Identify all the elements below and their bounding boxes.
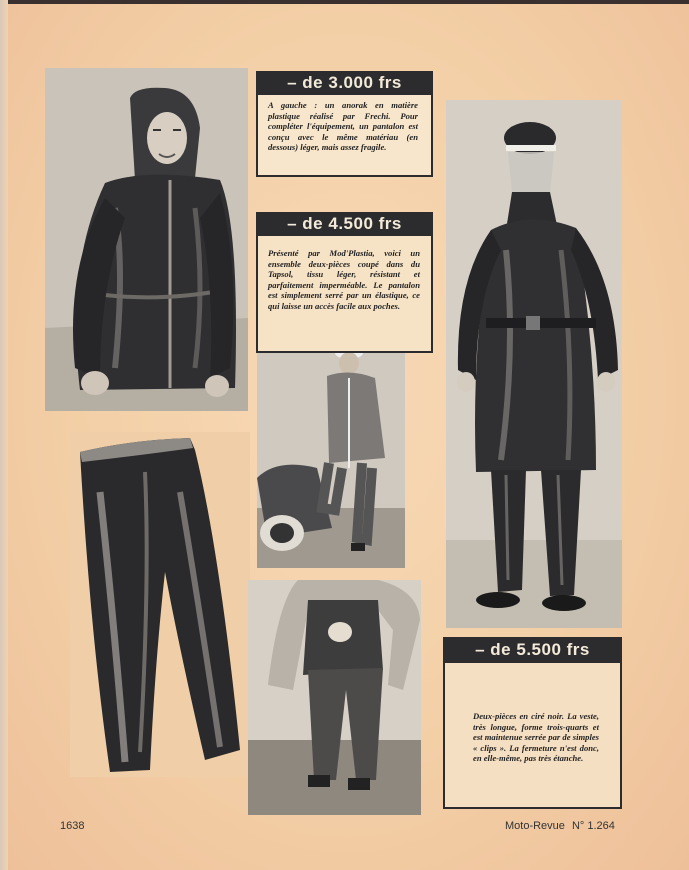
caption-box-1: [256, 95, 433, 177]
caption-box-3: [443, 663, 622, 809]
issue-number: N° 1.264: [571, 820, 615, 832]
caption-2: Présenté par Mod'Plastia, voici un ensemble deux-pièces coupé dans du Tapsol, tissu léger, résistant et parfaitement imperméable. Le pantalon est simplement serré par un élastique, ce qui laisse un accès facile aux poches.: [268, 248, 420, 311]
page-number: 1638: [60, 820, 85, 832]
caption-box-2: [256, 236, 433, 353]
price-banner-1: – de 3.000 frs: [256, 71, 433, 95]
price-banner-3: – de 5.500 frs: [443, 637, 622, 663]
price-banner-2: – de 4.500 frs: [256, 212, 433, 236]
photo-trousers: [70, 432, 250, 777]
caption-3: Deux-pièces en ciré noir. La veste, très longue, forme trois-quarts et est maintenue serrée par de simples « clips ». La fermeture n'est donc, en elle-même, pas très étanche.: [473, 711, 599, 763]
photo-long-coat: [446, 100, 622, 628]
caption-1: A gauche : un anorak en matière plastique réalisé par Frechi. Pour compléter l'équipement, un pantalon est conçu avec le même matériau (en dessous) léger, mais assez fragile.: [268, 100, 418, 152]
left-edge: [0, 0, 8, 870]
photo-anorak: [45, 68, 248, 411]
top-edge: [0, 0, 689, 4]
photo-scooter: [257, 338, 405, 568]
publication-name: [505, 820, 615, 832]
photo-two-piece: [248, 580, 421, 815]
publication-title: Moto-Revue: [505, 820, 565, 832]
